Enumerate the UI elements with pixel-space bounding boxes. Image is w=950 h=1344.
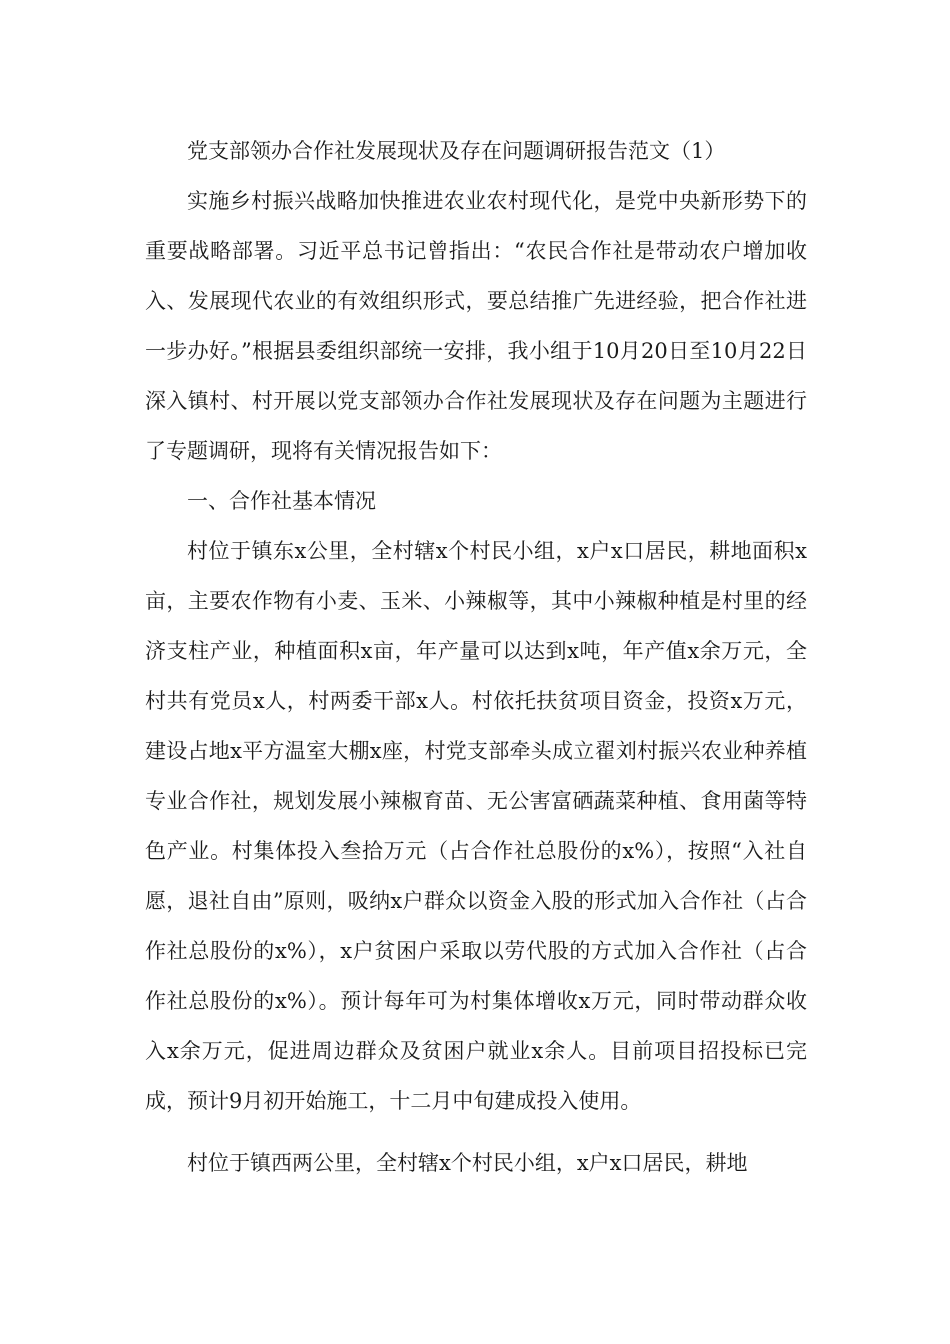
document-title: 党支部领办合作社发展现状及存在问题调研报告范文（1） [187,139,726,163]
paragraph-village-two: 村位于镇西两公里，全村辖x个村民小组，x户x口居民，耕地 [187,1151,748,1175]
document-body [145,126,807,1188]
paragraph-village-one: 村位于镇东x公里，全村辖x个村民小组，x户x口居民，耕地面积x亩，主要农作物有小麦、玉米、小辣椒等，其中小辣椒种植是村里的经济支柱产业，种植面积x亩，年产量可以达到x吨，年产值x余万元，全村共有党员x人，村两委干部x人。村依托扶贫项目资金，投资x万元，建设占地x平方温室大棚x座，村党支部牵头成立翟刘村振兴农业种养植专业合作社，规划发展小辣椒育苗、无公害富硒蔬菜种植、食用菌等特色产业。村集体投入叁拾万元（占合作社总股份的x%），按照“入社自愿，退社自由”原则，吸纳x户群众以资金入股的形式加入合作社（占合作社总股份的x%），x户贫困户采取以劳代股的方式加入合作社（占合作社总股份的x%）。预计每年可为村集体增收x万元，同时带动群众收入x余万元，促进周边群众及贫困户就业x余人。目前项目招投标已完成，预计9月初开始施工，十二月中旬建成投入使用。 [145,539,807,1113]
paragraph-intro: 实施乡村振兴战略加快推进农业农村现代化，是党中央新形势下的重要战略部署。习近平总书记曾指出：“农民合作社是带动农户增加收入、发展现代农业的有效组织形式，要总结推广先进经验，把合作社进一步办好。”根据县委组织部统一安排，我小组于10月20日至10月22日深入镇村、村开展以党支部领办合作社发展现状及存在问题为主题进行了专题调研，现将有关情况报告如下： [145,189,807,463]
section-heading: 一、合作社基本情况 [187,489,376,513]
